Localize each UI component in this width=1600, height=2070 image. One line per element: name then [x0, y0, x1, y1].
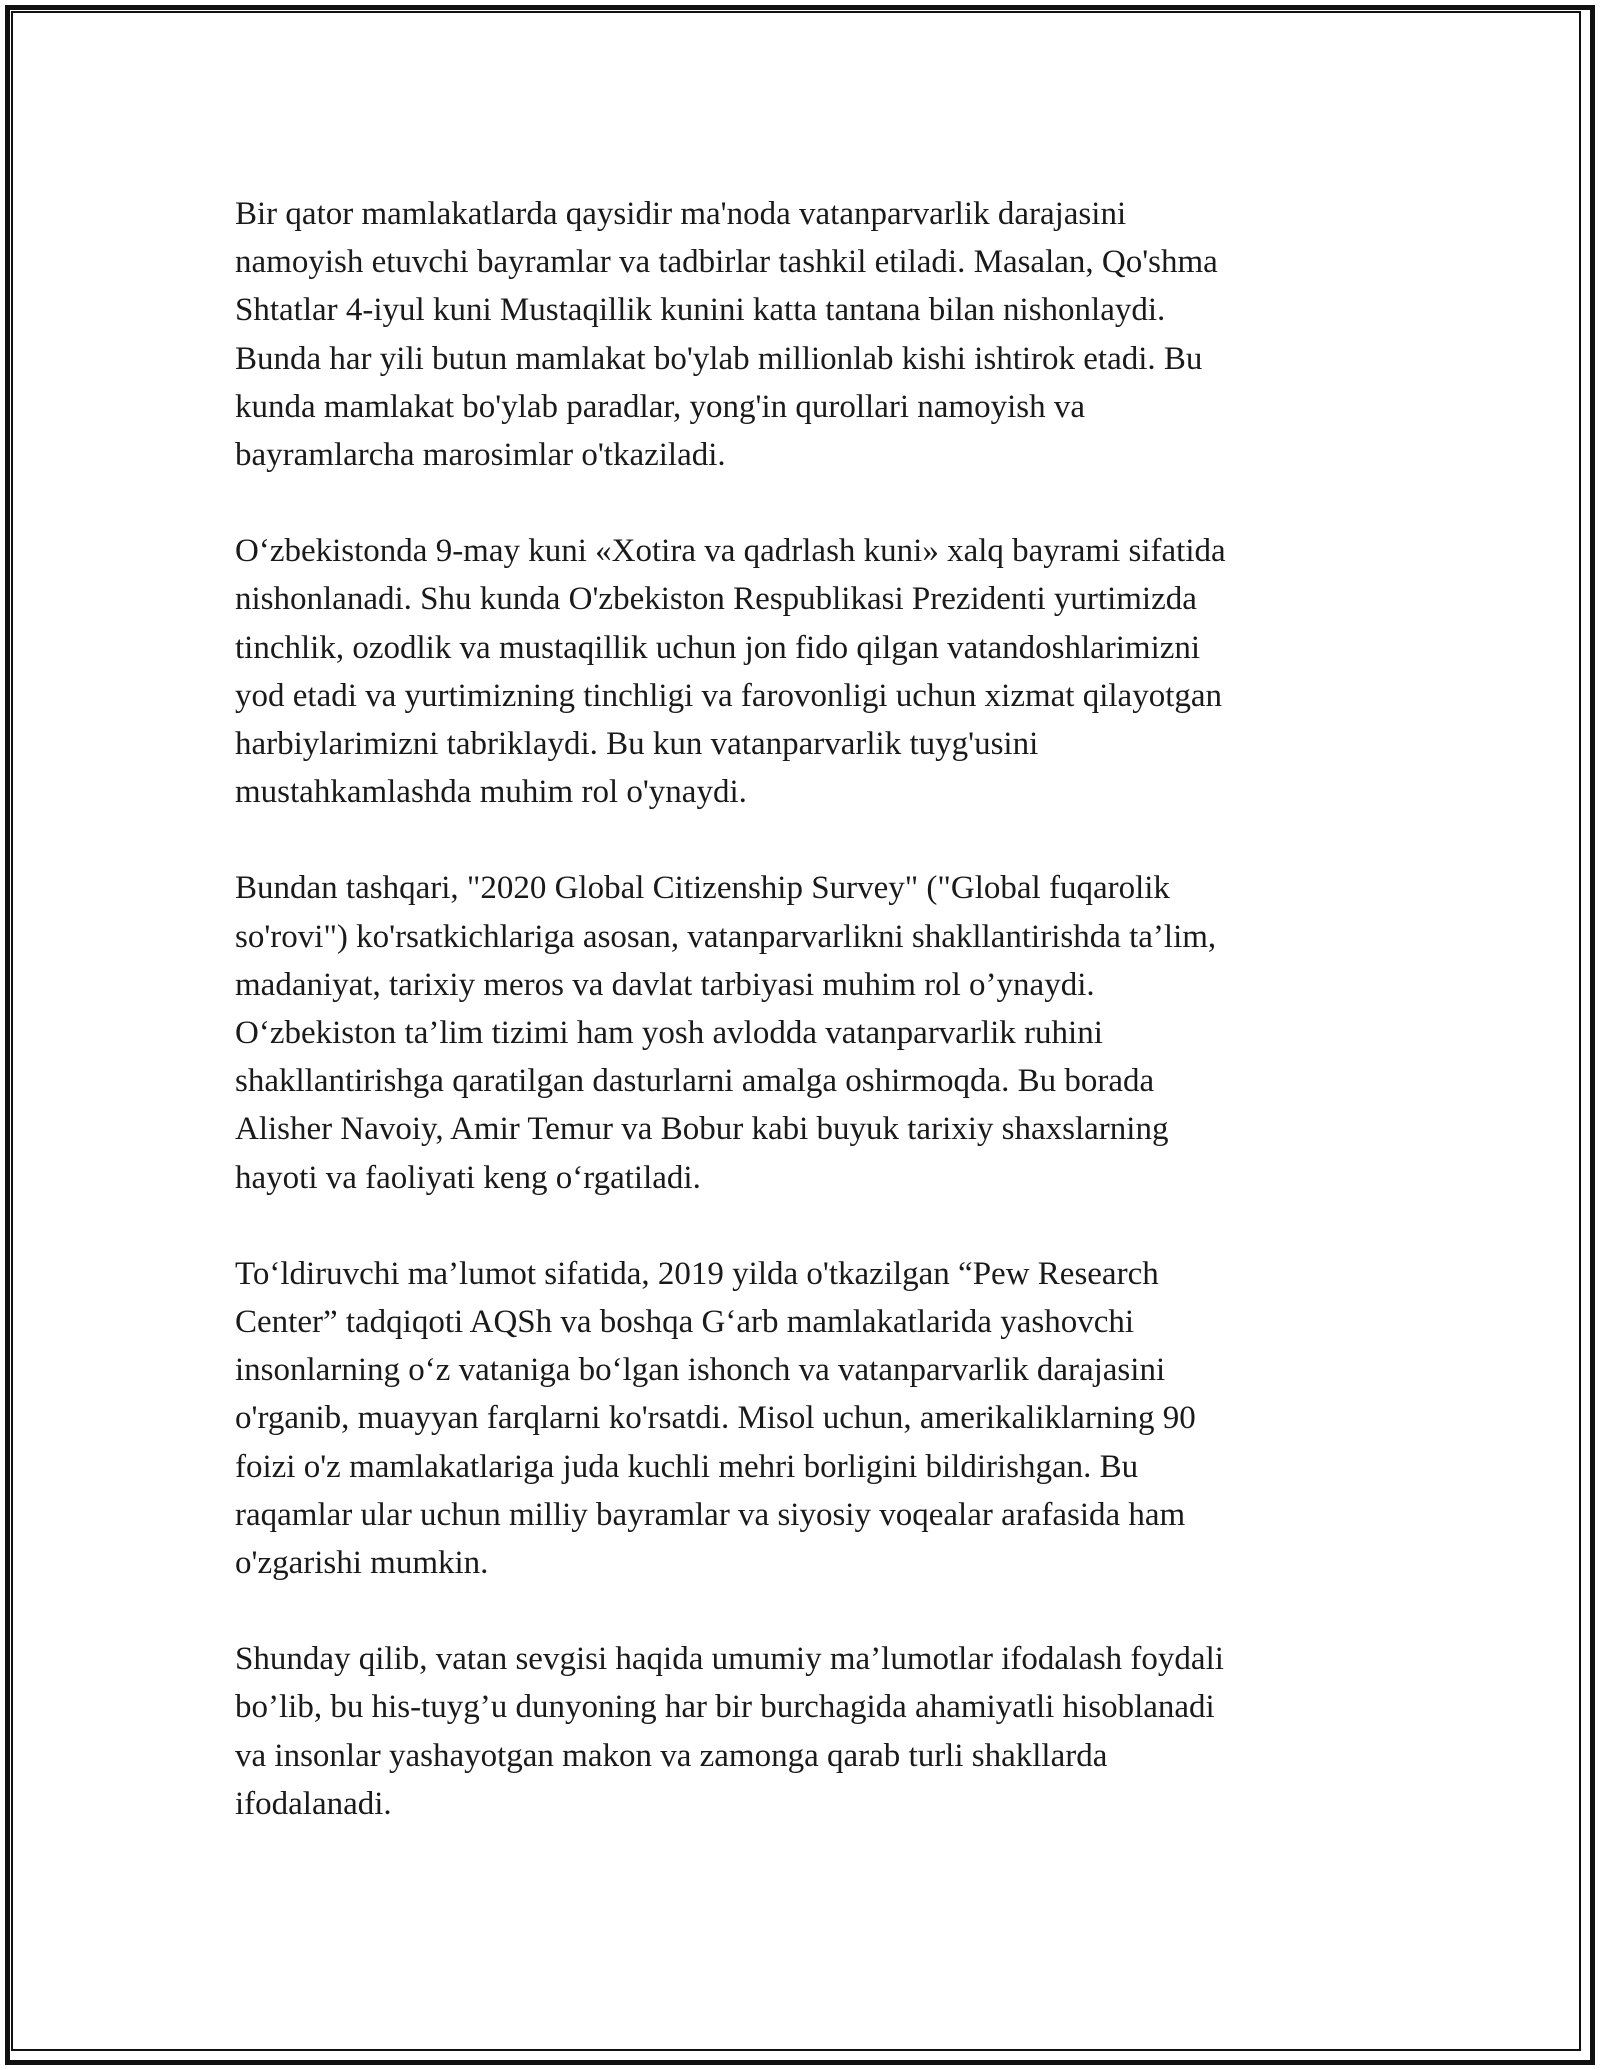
text-line: nishonlanadi. Shu kunda O'zbekiston Respublikasi Prezidenti yurtimizda [235, 581, 1197, 618]
text-line: insonlarning o‘z vataniga bo‘lgan ishonch va vatanparvarlik darajasini [235, 1352, 1166, 1389]
text-line: namoyish etuvchi bayramlar va tadbirlar tashkil etiladi. Masalan, Qo'shma [235, 244, 1218, 281]
text-line: Bundan tashqari, "2020 Global Citizenship Survey" ("Global fuqarolik [235, 870, 1170, 907]
text-line: mustahkamlashda muhim rol o'ynaydi. [235, 774, 747, 811]
paragraph-5 [235, 1635, 1395, 1828]
text-line: kunda mamlakat bo'ylab paradlar, yong'in qurollari namoyish va [235, 388, 1086, 425]
text-line: hayoti va faoliyati keng o‘rgatiladi. [235, 1159, 701, 1196]
text-line: so'rovi") ko'rsatkichlariga asosan, vatanparvarlikni shakllantirishda ta’lim, [235, 918, 1217, 955]
text-line: raqamlar ular uchun milliy bayramlar va siyosiy voqealar arafasida ham [235, 1496, 1186, 1533]
text-line: Alisher Navoiy, Amir Temur va Bobur kabi buyuk tarixiy shaxslarning [235, 1111, 1169, 1148]
paragraph-1 [235, 190, 1395, 479]
text-line: To‘ldiruvchi ma’lumot sifatida, 2019 yilda o'tkazilgan “Pew Research [235, 1255, 1159, 1292]
text-line: bayramlarcha marosimlar o'tkaziladi. [235, 437, 726, 474]
paragraph-3 [235, 864, 1395, 1201]
text-line: Shtatlar 4-iyul kuni Mustaqillik kunini katta tantana bilan nishonlaydi. [235, 292, 1166, 329]
text-line: Shunday qilib, vatan sevgisi haqida umumiy ma’lumotlar ifodalash foydali [235, 1641, 1224, 1678]
text-line: o'zgarishi mumkin. [235, 1545, 489, 1582]
text-line: bo’lib, bu his-tuyg’u dunyoning har bir burchagida ahamiyatli hisoblanadi [235, 1689, 1215, 1726]
text-line: foizi o'z mamlakatlariga juda kuchli mehri borligini bildirishgan. Bu [235, 1448, 1139, 1485]
text-line: shakllantirishga qaratilgan dasturlarni amalga oshirmoqda. Bu borada [235, 1063, 1155, 1100]
text-line: o'rganib, muayyan farqlarni ko'rsatdi. Misol uchun, amerikaliklarning 90 [235, 1400, 1196, 1437]
text-line: yod etadi va yurtimizning tinchligi va farovonligi uchun xizmat qilayotgan [235, 677, 1223, 714]
text-line: O‘zbekiston ta’lim tizimi ham yosh avlodda vatanparvarlik ruhini [235, 1015, 1103, 1052]
text-line: Bunda har yili butun mamlakat bo'ylab millionlab kishi ishtirok etadi. Bu [235, 340, 1203, 377]
text-line: O‘zbekistonda 9-may kuni «Xotira va qadrlash kuni» xalq bayrami sifatida [235, 533, 1226, 570]
text-line: Bir qator mamlakatlarda qaysidir ma'noda vatanparvarlik darajasini [235, 196, 1127, 232]
paragraph-2 [235, 527, 1395, 816]
text-line: tinchlik, ozodlik va mustaqillik uchun jon fido qilgan vatandoshlarimizni [235, 629, 1201, 666]
text-line: va insonlar yashayotgan makon va zamonga qarab turli shakllarda [235, 1737, 1108, 1774]
text-line: Center” tadqiqoti AQSh va boshqa G‘arb mamlakatlarida yashovchi [235, 1304, 1135, 1341]
paragraph-4 [235, 1250, 1395, 1587]
document-body [235, 190, 1395, 1876]
text-line: ifodalanadi. [235, 1785, 392, 1822]
text-line: harbiylarimizni tabriklaydi. Bu kun vatanparvarlik tuyg'usini [235, 726, 1039, 763]
text-line: madaniyat, tarixiy meros va davlat tarbiyasi muhim rol o’ynaydi. [235, 966, 1095, 1003]
